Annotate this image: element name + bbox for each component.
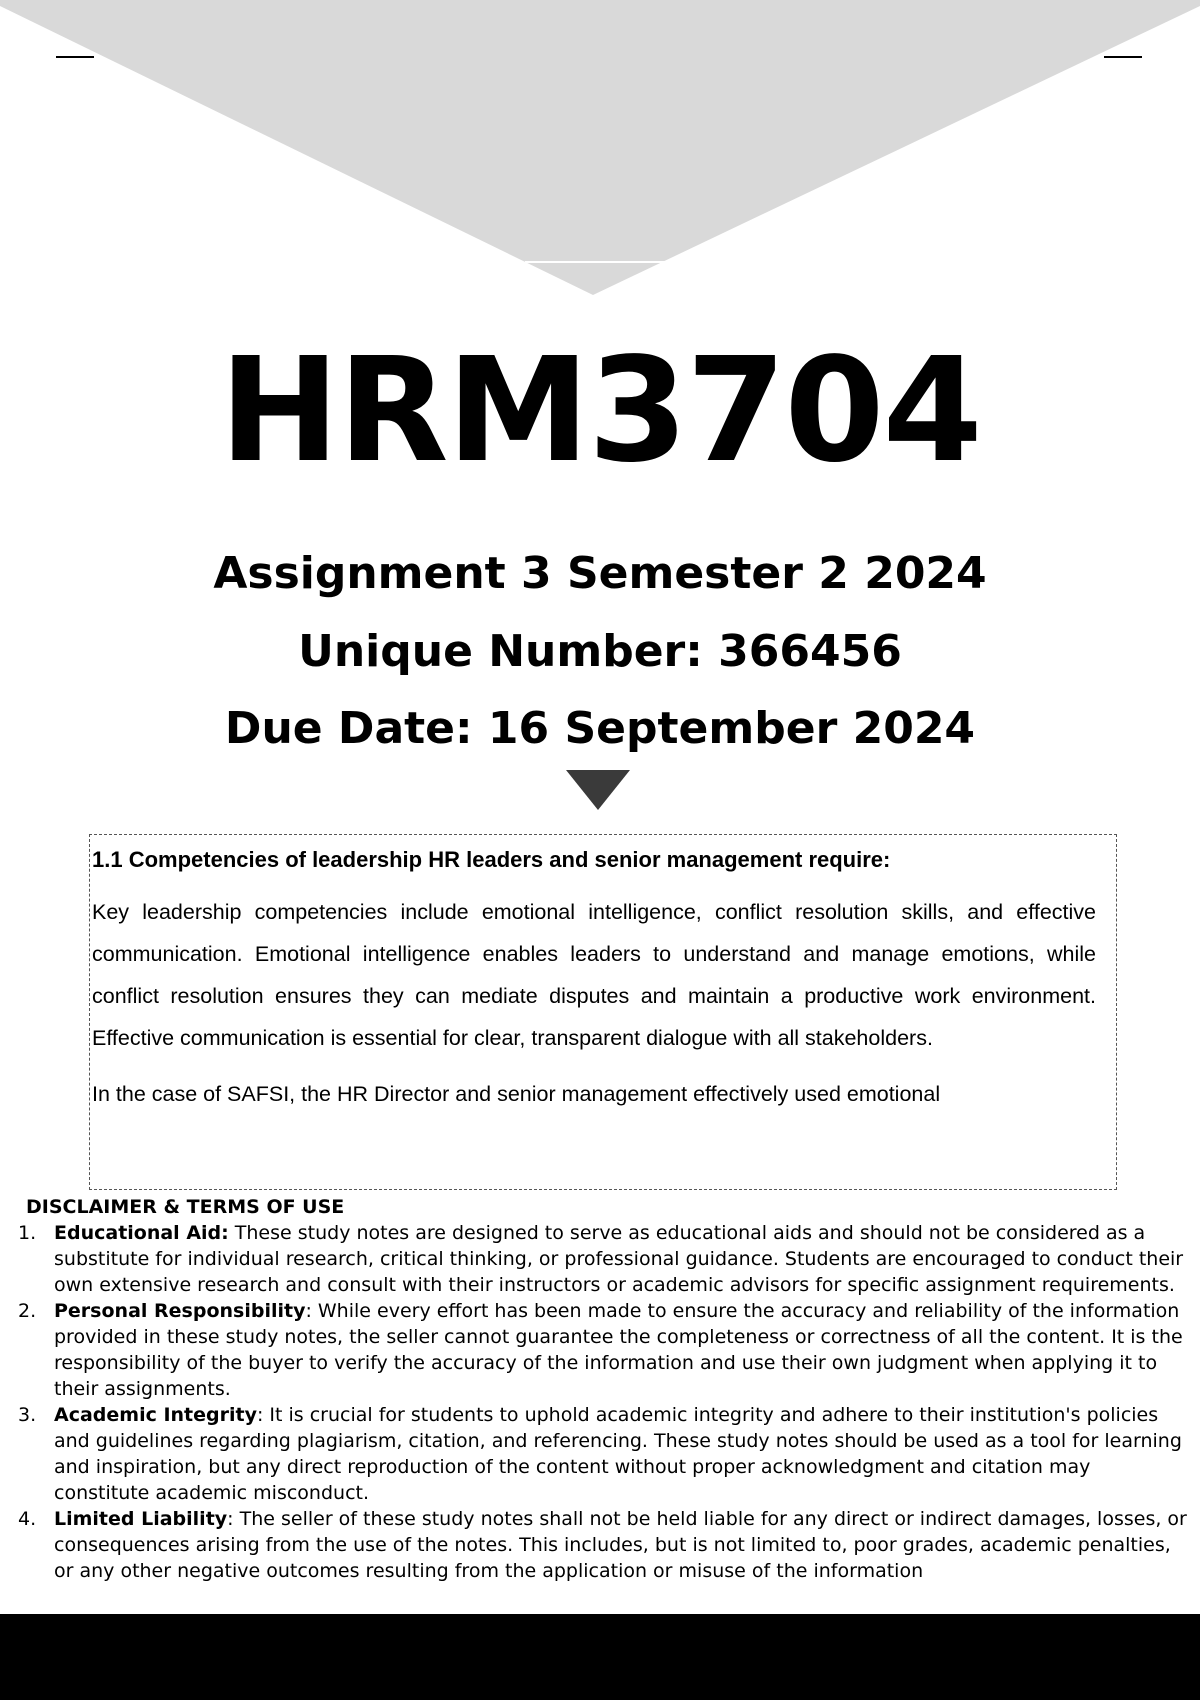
disclaimer-item-text: : The seller of these study notes shall not be held liable for any direct or indirect damages, losses, or consequences arising from the use of the notes. This includes, but is not limited to, poor grades, academic penalties, or any other negative outcomes resulting from the application or misuse of the information: [54, 1508, 1187, 1582]
disclaimer-item: [18, 1506, 1190, 1584]
down-triangle-icon: [566, 770, 630, 810]
disclaimer-item-number: 2.: [18, 1300, 37, 1322]
disclaimer-item-term: Academic Integrity: [54, 1404, 257, 1426]
bottom-black-bar: [0, 1614, 1200, 1700]
disclaimer-item: [18, 1220, 1190, 1298]
disclaimer-item: [18, 1298, 1190, 1402]
disclaimer-item-term: Limited Liability: [54, 1508, 228, 1530]
cover-chevron-banner: [0, 0, 1200, 300]
preview-paragraph: In the case of SAFSI, the HR Director and senior management effectively used emotional: [92, 1082, 941, 1106]
disclaimer-item-number: 3.: [18, 1404, 37, 1426]
disclaimer-item-number: 1.: [18, 1222, 37, 1244]
disclaimer-item-text: : It is crucial for students to uphold academic integrity and adhere to their institution's policies and guidelines regarding plagiarism, citation, and referencing. These study notes should be used as a tool for learning and inspiration, but any direct reproduction of the content without proper acknowledgment and citation may constitute academic misconduct.: [54, 1404, 1182, 1504]
assignment-line: Assignment 3 Semester 2 2024: [213, 548, 987, 599]
corner-mark-right: [1104, 56, 1142, 58]
disclaimer-list: [18, 1220, 1190, 1584]
disclaimer-item-text: These study notes are designed to serve as educational aids and should not be considered as a substitute for individual research, critical thinking, or professional guidance. Students are encouraged to conduct their own extensive research and consult with their instructors or academic advisors for specific assignment requirements.: [54, 1222, 1184, 1296]
disclaimer-item-term: Personal Responsibility: [54, 1300, 306, 1322]
disclaimer-item: [18, 1402, 1190, 1506]
disclaimer-item-text: : While every effort has been made to ensure the accuracy and reliability of the information provided in these study notes, the seller cannot guarantee the completeness or correctness of all the content. It is the responsibility of the buyer to verify the accuracy of the information and use their own judgment when applying it to their assignments.: [54, 1300, 1183, 1400]
due-date-line: Due Date: 16 September 2024: [224, 703, 976, 754]
disclaimer-title: DISCLAIMER & TERMS OF USE: [26, 1196, 345, 1218]
preview-paragraph: Key leadership competencies include emotional intelligence, conflict resolution skills, and effective communication. Emotional intelligence enables leaders to understand and manage emotions, while conflict resolution ensures they can mediate disputes and maintain a productive work environment. Effective communication is essential for clear, transparent dialogue with all stakeholders.: [92, 900, 1096, 1050]
preview-heading: 1.1 Competencies of leadership HR leaders and senior management require:: [92, 847, 891, 872]
disclaimer-item-term: Educational Aid:: [54, 1222, 229, 1244]
disclaimer-item-number: 4.: [18, 1508, 37, 1530]
unique-number-line: Unique Number: 366456: [298, 626, 902, 677]
course-code-title: HRM3704: [219, 326, 981, 494]
disclaimer-section: [18, 1194, 1190, 1584]
corner-mark-left: [56, 56, 94, 58]
content-preview-box: [89, 834, 1117, 1190]
